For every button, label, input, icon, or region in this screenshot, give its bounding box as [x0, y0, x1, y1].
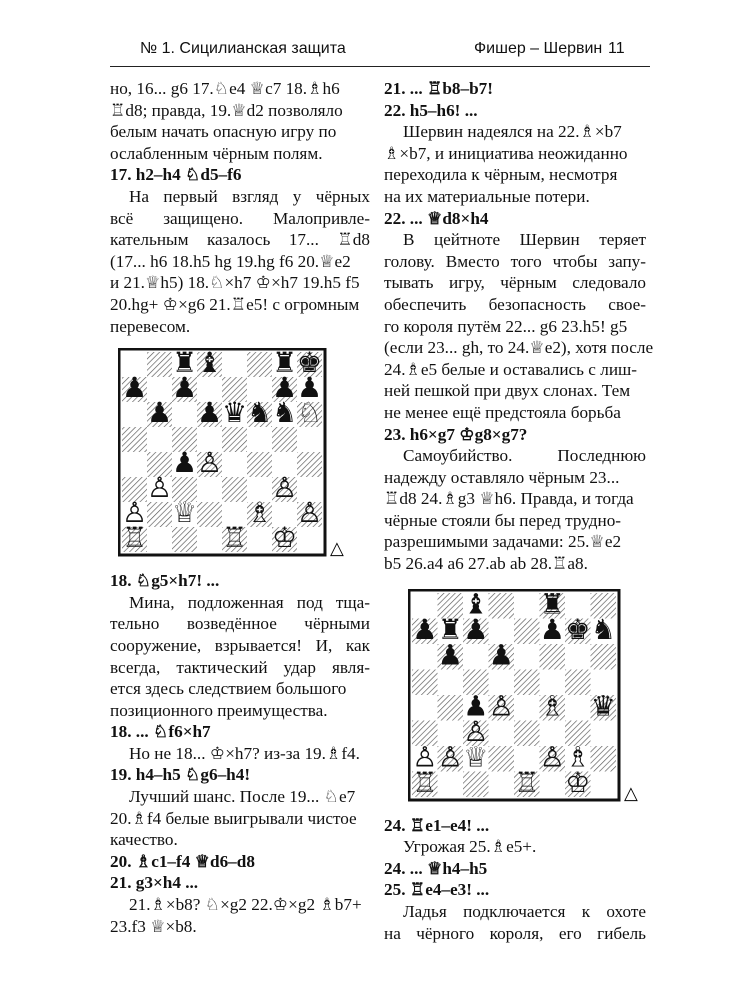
chess-piece-g8: ♜ [271, 348, 298, 380]
chess-piece-d6: ♟ [488, 638, 514, 672]
text-line: на их материальные потери. [384, 186, 590, 206]
text-line: Но не 18... ♔×h7? из-за 19.♗f4. [129, 743, 360, 763]
text-line: качество. [110, 830, 178, 850]
chess-piece-b2: ♙ [437, 740, 463, 774]
text-line: Ладья подключается к охоте [403, 902, 646, 922]
text-line: переходила к чёрным, несмотря [384, 165, 618, 185]
chess-piece-b7: ♜ [437, 612, 463, 646]
text-line: не менее ещё предстояла борьба [384, 402, 621, 422]
white-to-move-icon: △ [624, 782, 638, 803]
light-square [412, 644, 438, 670]
left-text-block-2 [110, 570, 370, 937]
text-line: 23.f3 ♕×b8. [110, 916, 197, 936]
light-square [147, 527, 172, 552]
light-square [122, 402, 147, 427]
light-square [514, 644, 540, 670]
chess-piece-d4: ♙ [196, 446, 223, 480]
dark-square [591, 644, 617, 670]
dark-square [591, 746, 617, 772]
text-line: Шервин надеялся на 22.♗×b7 [403, 122, 622, 142]
dark-square [540, 644, 566, 670]
move-line: 22. h5–h6! ... [384, 100, 478, 120]
chess-piece-h2: ♙ [296, 496, 323, 530]
text-line: 20.hg+ ♔×g6 21.♖e5! с огромным [110, 294, 360, 314]
page-number: 11 [608, 40, 625, 57]
chess-piece-b3: ♙ [146, 471, 173, 505]
text-line: (17... h6 18.h5 hg 19.hg f6 20.♕e2 [110, 251, 351, 271]
dark-square [514, 720, 540, 746]
dark-square [147, 352, 172, 377]
move-line: 23. h6×g7 ♔g8×g7? [384, 424, 528, 444]
text-line: позиционного преимущества. [110, 700, 328, 720]
dark-square [438, 695, 464, 721]
chess-piece-f2: ♗ [246, 496, 273, 530]
light-square [197, 527, 222, 552]
dark-square [463, 771, 489, 797]
chess-piece-g2: ♗ [565, 740, 591, 774]
light-square [147, 427, 172, 452]
chessboard-1 [118, 348, 348, 560]
chess-piece-c7: ♟ [171, 371, 198, 405]
light-square [222, 452, 247, 477]
text-line: ♖d8; правда, 19.♕d2 позволяло [110, 100, 343, 120]
move-line: 21. g3×h4 ... [110, 873, 199, 893]
light-square [565, 644, 591, 670]
light-square [591, 771, 617, 797]
chess-piece-e1: ♖ [221, 521, 248, 555]
text-line: На первый взгляд у чёрных [129, 186, 370, 206]
text-line: кательным казалось 17... ♖d8 [110, 230, 370, 250]
move-line: 17. h2–h4 ♘d5–f6 [110, 165, 242, 185]
text-line: ется здесь следствием большого [110, 679, 347, 699]
text-line: чёрные стояли бы перед трудно- [384, 510, 622, 530]
dark-square [514, 669, 540, 695]
light-square [489, 771, 515, 797]
dark-square [247, 352, 272, 377]
chess-piece-f4: ♗ [539, 689, 565, 723]
text-line: разрешимыми задачами: 25.♕e2 [384, 532, 622, 552]
chess-piece-b6: ♟ [146, 396, 173, 430]
chessboard-2 [408, 589, 642, 803]
text-line: обеспечить безопасность свое- [384, 294, 646, 314]
light-square [514, 593, 540, 619]
text-line: В цейтноте Шервин теряет [403, 230, 646, 250]
chess-piece-f7: ♟ [539, 612, 565, 646]
chess-piece-h7: ♞ [590, 612, 616, 646]
dark-square [197, 502, 222, 527]
text-line: ней пешкой при двух слонах. Тем [384, 381, 631, 401]
light-square [514, 695, 540, 721]
move-line: 18. ... ♘f6×h7 [110, 722, 211, 742]
light-square [565, 695, 591, 721]
chess-piece-e1: ♖ [514, 765, 540, 799]
text-line: ♖d8 24.♗g3 ♕h6. Правда, и тогда [384, 489, 634, 509]
game-title: Фишер – Шервин [474, 40, 603, 57]
chess-piece-d8: ♝ [196, 348, 223, 380]
right-text-block [384, 78, 654, 575]
chess-piece-d4: ♙ [488, 689, 514, 723]
text-line: го короля путём 22... g6 23.h5! g5 [384, 316, 628, 336]
chess-piece-a1: ♖ [121, 521, 148, 555]
light-square [297, 527, 322, 552]
dark-square [247, 452, 272, 477]
chess-piece-a2: ♙ [121, 496, 148, 530]
light-square [297, 427, 322, 452]
left-text-block [110, 78, 370, 337]
text-line: белым начать опасную игру по [110, 122, 337, 142]
dark-square [222, 477, 247, 502]
chess-piece-c8: ♜ [171, 348, 198, 380]
light-square [247, 527, 272, 552]
light-square [438, 669, 464, 695]
chess-piece-c4: ♟ [171, 446, 198, 480]
light-square [463, 644, 489, 670]
chess-piece-g3: ♙ [271, 471, 298, 505]
text-line: всегда, тактический удар явля- [110, 657, 370, 677]
chess-piece-d6: ♟ [196, 396, 223, 430]
chess-piece-h6: ♘ [296, 396, 323, 430]
light-square [197, 477, 222, 502]
text-line: всё защищено. Малопривле- [110, 208, 370, 228]
dark-square [412, 669, 438, 695]
light-square [438, 771, 464, 797]
header-rule [110, 66, 650, 67]
text-line: и 21.♕h5) 18.♘×h7 ♔×h7 19.h5 f5 [110, 273, 360, 293]
move-line: 24. ♖e1–e4! ... [384, 815, 490, 835]
text-line: Мина, подложенная под тща- [129, 592, 370, 612]
chess-piece-f8: ♜ [539, 588, 565, 621]
chess-piece-c3: ♙ [463, 714, 489, 748]
move-line: 19. h4–h5 ♘g6–h4! [110, 765, 251, 785]
white-to-move-icon: △ [330, 538, 344, 560]
text-line: перевесом. [110, 316, 191, 336]
chess-piece-f2: ♙ [539, 740, 565, 774]
text-line: ♗×b7, и инициатива неожиданно [384, 143, 628, 163]
move-line: 22. ... ♕d8×h4 [384, 208, 489, 228]
right-text-block-2 [384, 815, 646, 945]
dark-square [222, 427, 247, 452]
text-line: b5 26.a4 a6 27.ab ab 28.♖a8. [384, 554, 588, 574]
chess-piece-c4: ♟ [463, 689, 489, 723]
move-line: 18. ♘g5×h7! ... [110, 571, 220, 591]
dark-square [172, 527, 197, 552]
chess-piece-g1: ♔ [565, 765, 591, 799]
text-line: на чёрного короля, его гибель [384, 923, 646, 943]
text-line: 20.♗f4 белые выигрывали чистое [110, 808, 357, 828]
chess-piece-c2: ♕ [463, 740, 489, 774]
move-line: 24. ... ♕h4–h5 [384, 858, 488, 878]
light-square [172, 402, 197, 427]
dark-square [297, 452, 322, 477]
dark-square [272, 427, 297, 452]
chess-piece-f6: ♞ [246, 396, 273, 430]
dark-square [489, 746, 515, 772]
text-line: Самоубийство. Последнюю [403, 446, 646, 466]
dark-square [489, 593, 515, 619]
page-header [0, 0, 750, 70]
text-line: тывать игру, чёрным следовало [384, 273, 646, 293]
light-square [122, 452, 147, 477]
chess-piece-b6: ♟ [437, 638, 463, 672]
chess-piece-h7: ♟ [296, 371, 323, 405]
right-column [384, 78, 654, 944]
light-square [489, 720, 515, 746]
chess-piece-g7: ♚ [565, 612, 591, 646]
move-line: 21. ... ♖b8–b7! [384, 79, 493, 98]
chess-piece-g7: ♟ [271, 371, 298, 405]
left-column [110, 78, 370, 937]
dark-square [514, 618, 540, 644]
chess-piece-a7: ♟ [121, 371, 148, 405]
chess-piece-e6: ♛ [221, 396, 248, 430]
chess-piece-g1: ♔ [271, 521, 298, 555]
chapter-title: № 1. Сицилианская защита [140, 40, 346, 57]
text-line: надежду оставляло чёрным 23... [384, 467, 620, 487]
text-line: 24.♗e5 белые и оставались с лиш- [384, 359, 637, 379]
chess-piece-a2: ♙ [412, 740, 438, 774]
text-line: Лучший шанс. После 19... ♘e7 [129, 787, 356, 807]
text-line: ослабленным чёрным полям. [110, 143, 323, 163]
chess-piece-h4: ♛ [590, 689, 616, 723]
chess-piece-a7: ♟ [412, 612, 438, 646]
light-square [412, 695, 438, 721]
dark-square [565, 669, 591, 695]
light-square [247, 427, 272, 452]
text-line: сооружение, взрывается! И, как [110, 635, 370, 655]
light-square [591, 720, 617, 746]
dark-square [122, 427, 147, 452]
chess-piece-c2: ♕ [171, 496, 198, 530]
diagram-1 [118, 348, 370, 566]
chess-piece-c8: ♝ [463, 588, 489, 621]
chess-piece-h8: ♚ [296, 348, 323, 380]
text-line: тельно возведённое чёрными [110, 614, 370, 634]
chess-piece-c7: ♟ [463, 612, 489, 646]
text-line: Угрожая 25.♗e5+. [403, 837, 537, 857]
text-line: голову. Вместо того чтобы запу- [384, 251, 646, 271]
light-square [222, 352, 247, 377]
chess-piece-g6: ♞ [271, 396, 298, 430]
light-square [540, 771, 566, 797]
chess-piece-a1: ♖ [412, 765, 438, 799]
move-line: 20. ♗c1–f4 ♕d6–d8 [110, 851, 255, 871]
dark-square [147, 502, 172, 527]
move-line: 25. ♖e4–e3! ... [384, 880, 490, 900]
text-line: (если 23... gh, то 24.♕e2), хотя после [384, 338, 654, 358]
text-line: но, 16... g6 17.♘e4 ♕c7 18.♗h6 [110, 79, 340, 98]
text-line: 21.♗×b8? ♘×g2 22.♔×g2 ♗b7+ [129, 895, 362, 915]
diagram-2 [408, 589, 646, 811]
